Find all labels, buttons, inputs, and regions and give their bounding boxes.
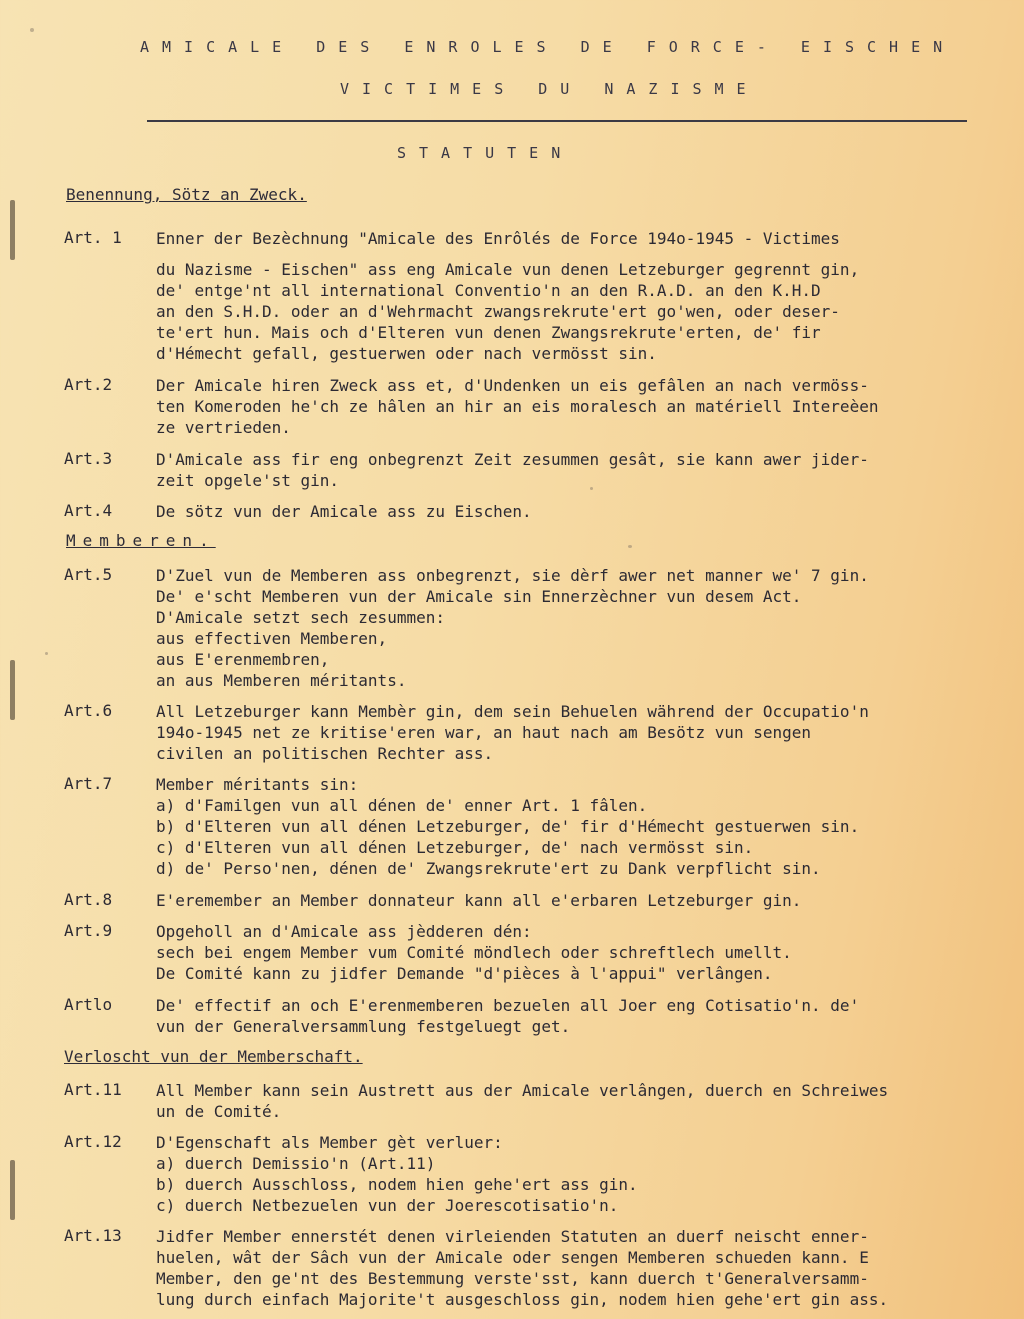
article-line: Enner der Bezèchnung "Amicale des Enrôlés de Force 194o-1945 - Victimes (156, 229, 840, 248)
article-line: zeit opgele'st gin. (156, 471, 340, 490)
article-line: ten Komeroden he'ch ze hâlen an hir an eis moralesch an matériell Intereèen (156, 397, 879, 416)
article-line: an den S.H.D. oder an d'Wehrmacht zwangsrekrute'ert go'wen, oder deser- (156, 302, 840, 321)
article-line: All Letzeburger kann Membèr gin, dem sein Behuelen während der Occupatio'n (156, 702, 869, 721)
article-line: aus effectiven Memberen, (156, 629, 388, 648)
paper-speck (30, 28, 34, 32)
article-text (156, 890, 1016, 911)
article-line: Member, den ge'nt des Bestemmung verste'sst, kann duerch t'Generalversamm- (156, 1269, 869, 1288)
article-number: Art.3 (64, 449, 113, 468)
article-line: 194o-1945 net ze kritise'eren war, an haut nach am Besötz vun sengen (156, 723, 812, 742)
article-line: c) duerch Netbezuelen vun der Joerescotisatio'n. (156, 1196, 619, 1215)
article-text (156, 701, 1016, 764)
article-line: a) duerch Demissio'n (Art.11) (156, 1154, 436, 1173)
section-heading-members: Memberen. (66, 531, 216, 550)
article-line: Opgeholl an d'Amicale ass jèdderen dén: (156, 922, 532, 941)
article-line: Der Amicale hiren Zweck ass et, d'Undenken un eis gefâlen an nach vermöss- (156, 376, 869, 395)
article-line: D'Zuel vun de Memberen ass onbegrenzt, sie dèrf awer net manner we' 7 gin. (156, 566, 869, 585)
article-number: Art.4 (64, 501, 113, 520)
staple-mark-bottom (10, 1160, 15, 1220)
header-divider (147, 120, 967, 122)
article-line: d'Hémecht gefall, gestuerwen oder nach vermösst sin. (156, 344, 657, 363)
article-number: Art.12 (64, 1132, 122, 1151)
header-line-victims: VICTIMES DU NAZISME (340, 80, 759, 98)
article-number: Art.8 (64, 890, 113, 909)
article-number: Art.7 (64, 774, 113, 793)
article-line: huelen, wât der Sâch vun der Amicale oder sengen Memberen schueden kann. E (156, 1248, 869, 1267)
article-line: te'ert hun. Mais och d'Elteren vun denen Zwangsrekrute'erten, de' fir (156, 323, 821, 342)
article-line: sech bei engem Member vum Comité möndlech oder schreftlech umellt. (156, 943, 792, 962)
article-number: Art. 1 (64, 228, 122, 247)
article-line: De sötz vun der Amicale ass zu Eischen. (156, 502, 532, 521)
article-line: D'Amicale setzt sech zesummen: (156, 608, 445, 627)
article-text (156, 1132, 1016, 1216)
article-number: Art.6 (64, 701, 113, 720)
article-line: ze vertrieden. (156, 418, 291, 437)
article-line: vun der Generalversammlung festgeluegt get. (156, 1017, 571, 1036)
paper-speck (45, 652, 48, 655)
article-text (156, 995, 1016, 1037)
article-line: De Comité kann zu jidfer Demande "d'pièces à l'appui" verlângen. (156, 964, 773, 983)
paper-speck (628, 545, 632, 548)
article-text (156, 1226, 1016, 1310)
article-line: aus E'erenmembren, (156, 650, 330, 669)
article-line: an aus Memberen méritants. (156, 671, 407, 690)
staple-mark-top (10, 200, 15, 260)
article-line: civilen an politischen Rechter ass. (156, 744, 494, 763)
article-line: b) duerch Ausschloss, nodem hien gehe'ert ass gin. (156, 1175, 638, 1194)
article-number: Art.9 (64, 921, 113, 940)
article-text (156, 449, 1016, 491)
section-heading-name-seat-purpose: Benennung, Sötz an Zweck. (66, 185, 307, 204)
article-line: c) d'Elteren vun all dénen Letzeburger, de' nach vermösst sin. (156, 838, 754, 857)
article-number: Art.11 (64, 1080, 122, 1099)
article-number: Artlo (64, 995, 113, 1014)
article-text (156, 501, 1016, 522)
article-line: De' effectif an och E'erenmemberen bezuelen all Joer eng Cotisatio'n. de' (156, 996, 860, 1015)
article-text (156, 921, 1016, 984)
document-title: STATUTEN (397, 144, 574, 162)
article-line: un de Comité. (156, 1102, 282, 1121)
article-text (156, 774, 1016, 879)
header-line-association: AMICALE DES ENROLES DE FORCE- EISCHEN (140, 38, 956, 56)
article-line: de' entge'nt all international Conventio'n an den R.A.D. an den K.H.D (156, 281, 821, 300)
section-heading-loss-of-membership: Verloscht vun der Memberschaft. (64, 1047, 363, 1066)
article-number: Art.13 (64, 1226, 122, 1245)
article-number: Art.2 (64, 375, 113, 394)
article-line: d) de' Perso'nen, dénen de' Zwangsrekrute'ert zu Dank verpflicht sin. (156, 859, 821, 878)
article-line: Jidfer Member ennerstét denen virleienden Statuten an duerf neischt enner- (156, 1227, 869, 1246)
article-text (156, 1080, 1016, 1122)
article-line: D'Amicale ass fir eng onbegrenzt Zeit zesummen gesât, sie kann awer jider- (156, 450, 869, 469)
article-line: All Member kann sein Austrett aus der Amicale verlângen, duerch en Schreiwes (156, 1081, 889, 1100)
article-line: a) d'Familgen vun all dénen de' enner Art. 1 fâlen. (156, 796, 648, 815)
paragraph-gap (156, 249, 1016, 259)
article-line: D'Egenschaft als Member gèt verluer: (156, 1133, 503, 1152)
article-line: Member méritants sin: (156, 775, 359, 794)
article-line: b) d'Elteren vun all dénen Letzeburger, de' fir d'Hémecht gestuerwen sin. (156, 817, 860, 836)
article-line: E'eremember an Member donnateur kann all e'erbaren Letzeburger gin. (156, 891, 802, 910)
staple-mark-middle (10, 660, 15, 720)
article-line: lung durch einfach Majorite't ausgeschloss gin, nodem hien gehe'ert gin ass. (156, 1290, 889, 1309)
article-line: du Nazisme - Eischen" ass eng Amicale vun denen Letzeburger gegrennt gin, (156, 260, 860, 279)
article-text (156, 228, 1016, 364)
article-text (156, 375, 1016, 438)
article-line: De' e'scht Memberen vun der Amicale sin Ennerzèchner vun desem Act. (156, 587, 802, 606)
article-number: Art.5 (64, 565, 113, 584)
article-text (156, 565, 1016, 691)
